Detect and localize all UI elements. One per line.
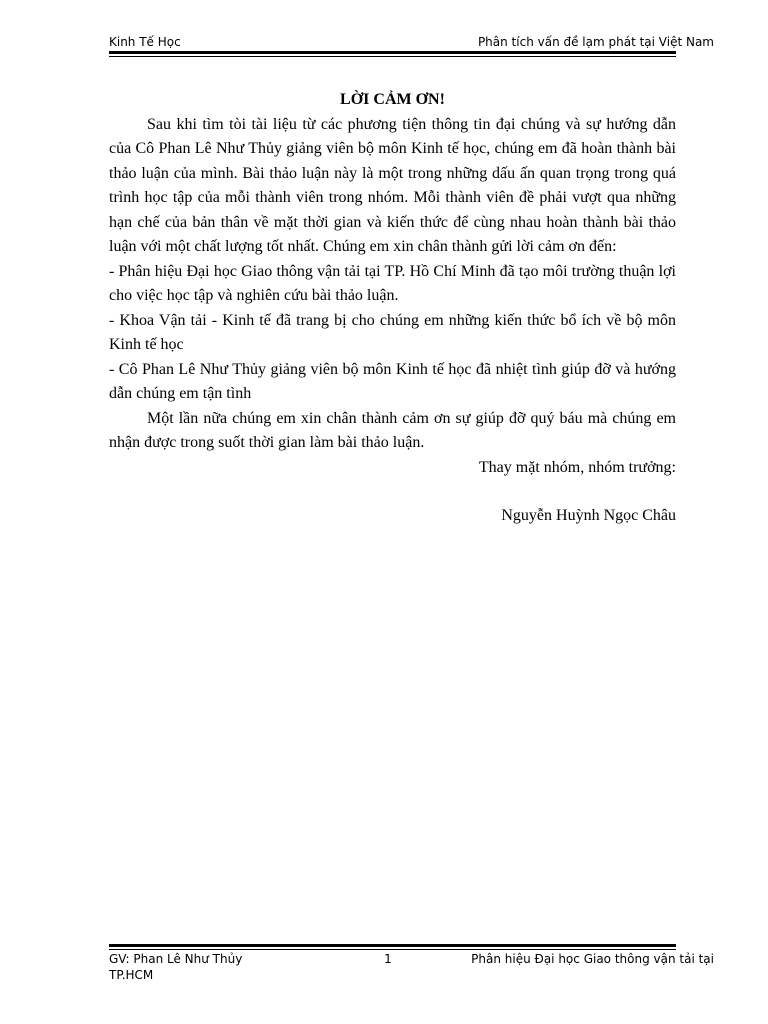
thanks-item-school: - Phân hiệu Đại học Giao thông vận tải tại TP. Hồ Chí Minh đã tạo môi trường thuận lợi cho việc học tập và nghiên cứu bài thảo luận. bbox=[109, 262, 676, 304]
document-body bbox=[109, 88, 676, 529]
signer-name: Nguyễn Huỳnh Ngọc Châu bbox=[501, 507, 676, 524]
closing-paragraph: Một lần nữa chúng em xin chân thành cảm ơn sự giúp đỡ quý báu mà chúng em nhận được trong suốt thời gian làm bài thảo luận. bbox=[109, 409, 676, 451]
page-number: 1 bbox=[384, 952, 392, 966]
footer-lecturer: GV: Phan Lê Như Thủy TP.HCM bbox=[109, 952, 243, 982]
signature-label: Thay mặt nhóm, nhóm trưởng: bbox=[478, 458, 676, 476]
page-title: LỜI CẢM ƠN! bbox=[340, 91, 445, 108]
footer-rule-thick bbox=[109, 944, 676, 947]
intro-paragraph: Sau khi tìm tòi tài liệu từ các phương tiện thông tin đại chúng và sự hướng dẫn của Cô Phan Lê Như Thủy giảng viên bộ môn Kinh tế học, chúng em đã hoàn thành bài thảo luận của mình. Bài thảo luận này là một trong những dấu ấn quan trọng trong quá trình học tập của mỗi thành viên trong nhóm. Mỗi thành viên đề phải vượt qua những hạn chế của bản thân về mặt thời gian và kiến thức để cùng nhau hoàn thành bài thảo luận với một chất lượng tốt nhất. Chúng em xin chân thành gửi lời cảm ơn đến: bbox=[109, 115, 676, 255]
thanks-item-faculty: - Khoa Vận tải - Kinh tế đã trang bị cho chúng em những kiến thức bổ ích về bộ môn Kinh tế học bbox=[109, 311, 676, 353]
header-rule-thin bbox=[109, 56, 676, 57]
header-course-title: Kinh Tế Học bbox=[109, 35, 181, 49]
footer-institution: Phân hiệu Đại học Giao thông vận tải tại bbox=[471, 952, 714, 966]
header-rule-thick bbox=[109, 51, 676, 54]
thanks-item-lecturer: - Cô Phan Lê Như Thủy giảng viên bộ môn Kinh tế học đã nhiệt tình giúp đỡ và hướng dẫn chúng em tận tình bbox=[109, 360, 676, 402]
header-document-title: Phân tích vấn đề lạm phát tại Việt Nam bbox=[477, 35, 714, 49]
footer-rule-thin bbox=[109, 949, 676, 950]
